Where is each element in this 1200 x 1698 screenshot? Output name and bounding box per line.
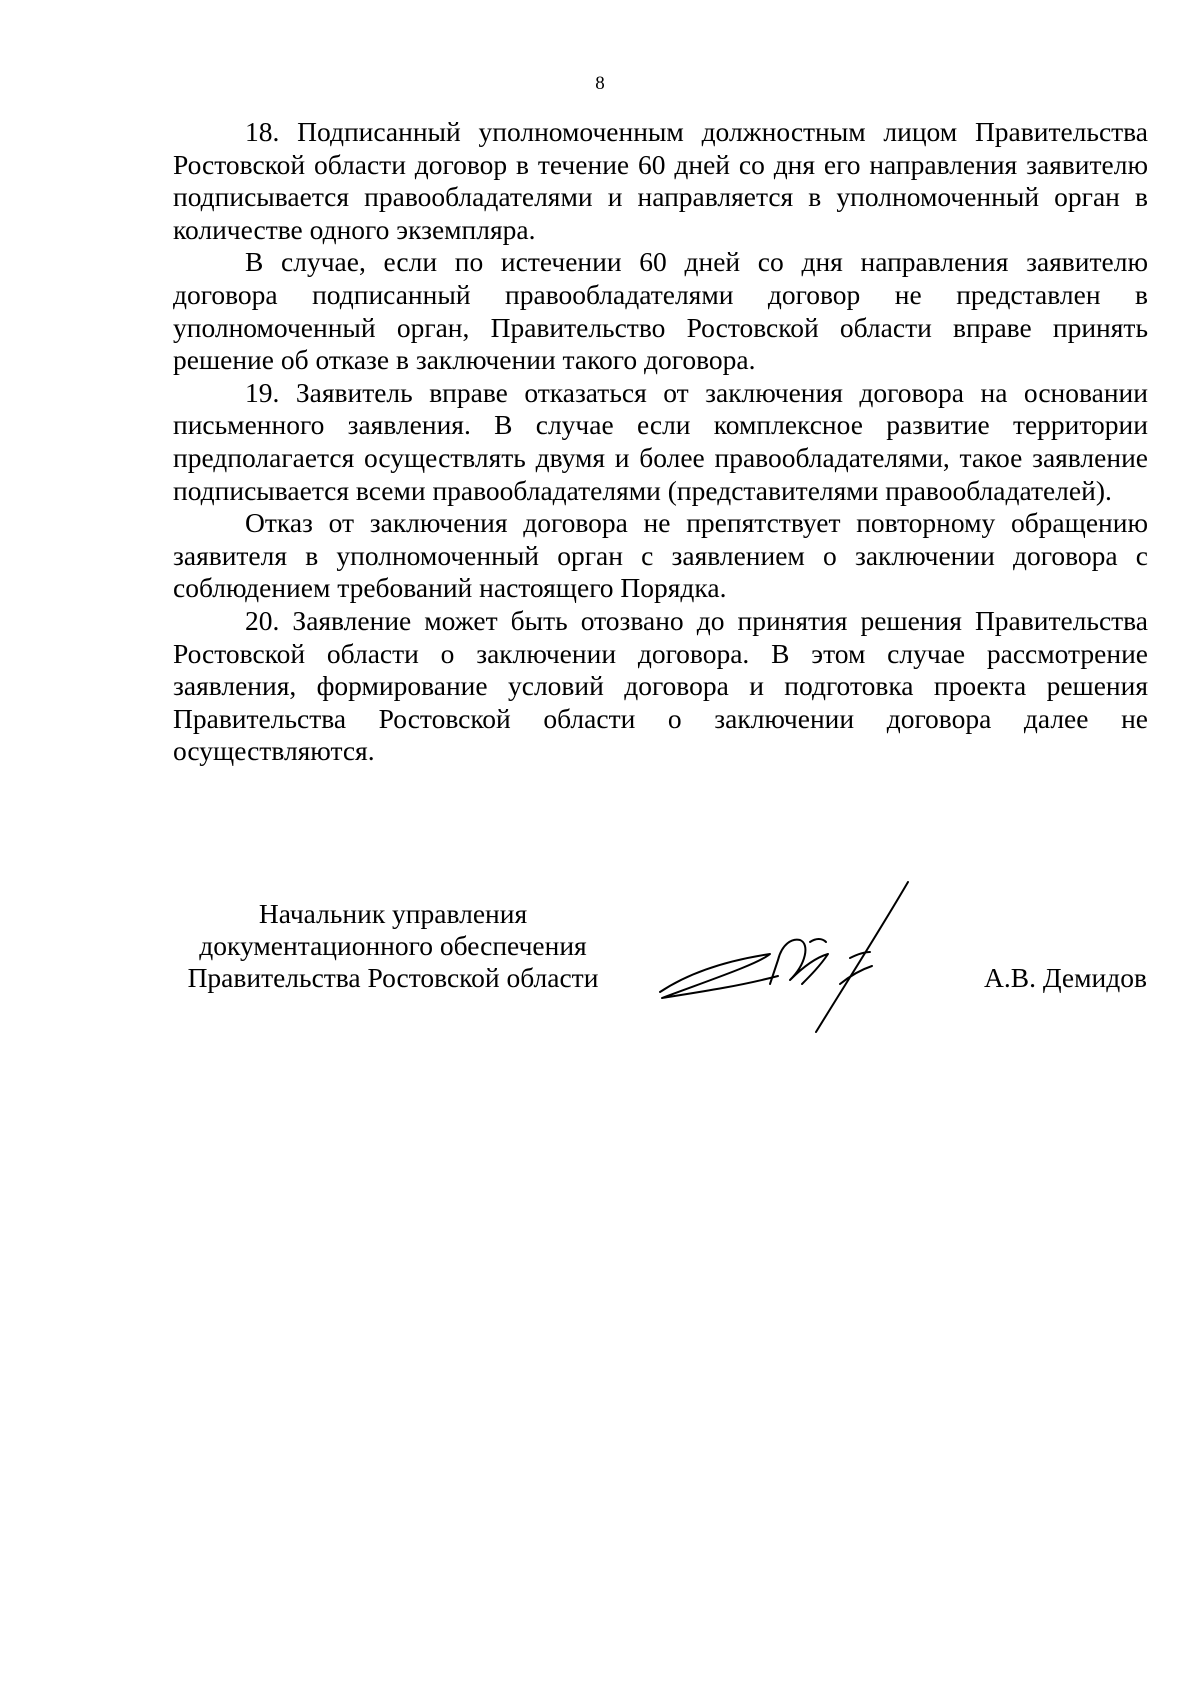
document-body	[173, 116, 1148, 768]
paragraph-20: 20. Заявление может быть отозвано до принятия решения Правительства Ростовской области о заключении договора. В этом случае рассмотрение заявления, формирование условий договора и подготовка проекта решения Правительства Ростовской области о заключении договора далее не осуществляются.	[173, 604, 1148, 767]
page-number: 8	[595, 73, 605, 94]
paragraph-18-continuation: В случае, если по истечении 60 дней со дня направления заявителю договора подписанный правообладателями договор не представлен в уполномоченный орган, Правительство Ростовской области вправе принять решение об отказе в заключении такого договора.	[173, 246, 1148, 376]
paragraph-18: 18. Подписанный уполномоченным должностным лицом Правительства Ростовской области договор в течение 60 дней со дня его направления заявителю подписывается правообладателями и направляется в уполномоченный орган в количестве одного экземпляра.	[173, 116, 1148, 245]
paragraph-19-continuation: Отказ от заключения договора не препятствует повторному обращению заявителя в уполномоченный орган с заявлением о заключении договора с соблюдением требований настоящего Порядка.	[173, 507, 1148, 604]
signer-position-line-1: Начальник управления	[258, 898, 528, 929]
paragraph-19: 19. Заявитель вправе отказаться от заключения договора на основании письменного заявления. В случае если комплексное развитие территории предполагается осуществлять двумя и более правообладателями, такое заявление подписывается всеми правообладателями (представителями правообладателей).	[173, 376, 1148, 506]
signer-position-line-2: документационного обеспечения	[199, 930, 587, 961]
handwritten-signature	[650, 880, 950, 1060]
signer-name: А.В. Демидов	[984, 962, 1147, 993]
signer-position-line-3: Правительства Ростовской области	[187, 962, 599, 993]
signer-position	[173, 898, 613, 994]
